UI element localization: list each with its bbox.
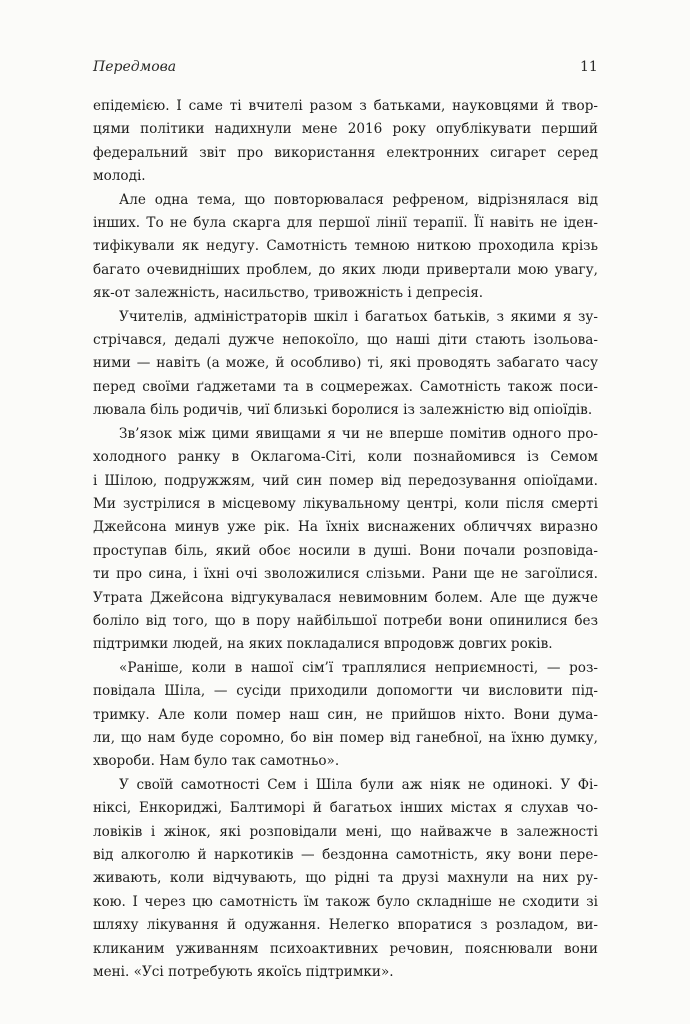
text-line: ти про сина, і їхні очі зволожилися слізьми. Рани ще не загоїлися. — [93, 566, 598, 583]
text-line: федеральний звіт про використання електронних сигарет серед — [93, 144, 598, 161]
paragraph — [93, 95, 598, 189]
text-line: Але одна тема, що повторювалася рефреном, відрізнялася від — [119, 191, 598, 208]
paragraph — [93, 423, 598, 657]
paragraph — [93, 189, 598, 306]
text-line: тифікували як недугу. Самотність темною ниткою проходила крізь — [93, 238, 598, 255]
text-line: ловіків і жінок, які розповідали мені, що найважче в залежності — [93, 823, 598, 840]
text-line: кою. І через цю самотність їм також було складніше не сходити зі — [93, 893, 598, 910]
text-line: лювала біль родичів, чиї близькі боролися із залежністю від опіоїдів. — [93, 402, 593, 419]
text-line: ли, що нам буде соромно, бо він помер від ганебної, на їхню думку, — [93, 729, 598, 746]
text-line: «Раніше, коли в нашої сім’ї траплялися неприємності, — роз- — [119, 659, 598, 676]
text-line: епідемією. І саме ті вчителі разом з батьками, науковцями й твор- — [93, 98, 598, 114]
text-line: підтримки людей, на яких покладалися впродовж довгих років. — [93, 636, 553, 653]
text-line: перед своїми ґаджетами та в соцмережах. Самотність також поси- — [93, 378, 598, 395]
text-line: ними — навіть (а може, й особливо) ті, які проводять забагато часу — [93, 355, 598, 372]
text-line: Зв’язок між цими явищами я чи не вперше помітив одного про- — [119, 425, 598, 442]
paragraph — [93, 774, 598, 985]
text-line: від алкоголю й наркотиків — бездонна самотність, яку вони пере- — [93, 847, 598, 863]
text-line: Ми зустрілися в місцевому лікувальному центрі, коли після смерті — [93, 495, 598, 512]
text-line: стрічався, дедалі дужче непокоїло, що наші діти стають ізольова- — [93, 332, 598, 349]
text-line: тримку. Але коли помер наш син, не прийшов ніхто. Вони дума- — [93, 706, 598, 723]
text-line: ніксі, Енкориджі, Балтиморі й багатьох інших містах я слухав чо- — [93, 800, 598, 817]
paragraph — [93, 306, 598, 423]
text-line: і Шілою, подружжям, чий син помер від передозування опіоїдами. — [93, 472, 598, 489]
text-line: Утрата Джейсона відгукувалася невимовним болем. Але ще дужче — [93, 589, 598, 606]
text-line: боліло від того, що в пору найбільшої потреби вони опинилися без — [93, 612, 598, 629]
text-line: Учителів, адміністраторів шкіл і багатьох батьків, з якими я зу- — [119, 308, 598, 325]
text-line: як-от залежність, насильство, тривожність і депресія. — [93, 285, 484, 302]
text-line: живають, коли відчувають, що рідні та друзі махнули на них ру- — [93, 870, 598, 887]
text-line: У своїй самотності Сем і Шіла були аж ніяк не одинокі. У Фі- — [119, 776, 598, 793]
text-line: Джейсона минув уже рік. На їхніх виснажених обличчях виразно — [93, 519, 598, 536]
text-line: мені. «Усі потребують якоїсь підтримки». — [93, 964, 394, 981]
text-line: шляху лікування й одужання. Нелегко впоратися з розладом, ви- — [93, 917, 598, 934]
text-line: холодного ранку в Оклагома-Сіті, коли познайомився із Семом — [93, 449, 598, 466]
text-line: багато очевидніших проблем, до яких люди привертали мою увагу, — [93, 261, 598, 278]
text-line: проступав біль, який обоє носили в душі. Вони почали розповіда- — [93, 542, 598, 559]
text-line: молоді. — [93, 168, 146, 185]
running-head: Передмова — [93, 59, 177, 75]
text-line: інших. То не була скарга для першої лінії терапії. Її навіть не іден- — [93, 215, 598, 232]
paragraph — [93, 657, 598, 774]
text-line: повідала Шіла, — сусіди приходили допомогти чи висловити під- — [93, 683, 598, 700]
page-number: 11 — [580, 59, 598, 75]
text-line: цями політики надихнули мене 2016 року опублікувати перший — [93, 121, 598, 138]
text-line: кликаним уживанням психоактивних речовин, пояснювали вони — [93, 940, 598, 957]
body-text — [93, 95, 598, 984]
text-line: хвороби. Нам було так самотньо». — [93, 753, 340, 770]
